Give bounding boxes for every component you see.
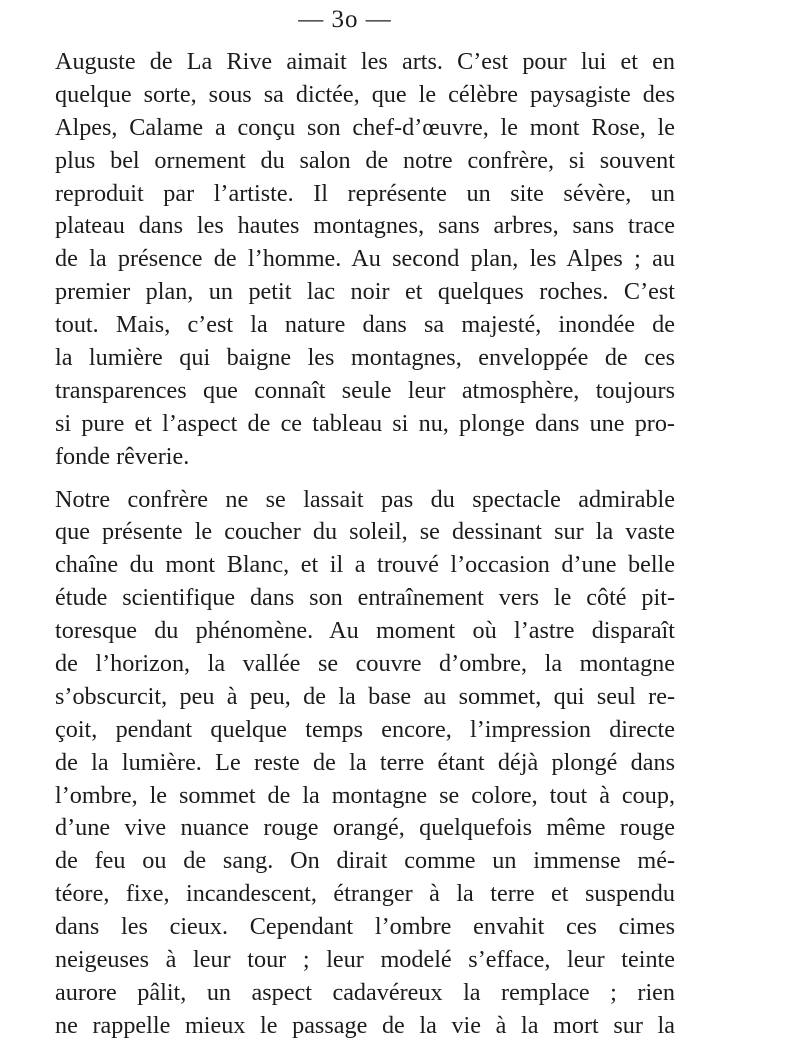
text-line: de la présence de l’homme. Au second plan, les Alpes ; au	[55, 245, 675, 273]
text-line: téore, fixe, incandescent, étranger à la terre et suspendu	[55, 880, 675, 908]
text-line: transparences que connaît seule leur atmosphère, toujours	[55, 376, 675, 404]
text-line: de l’horizon, la vallée se couvre d’ombre, la montagne	[55, 650, 675, 678]
paragraph-gap	[55, 474, 675, 484]
text-line: tout. Mais, c’est la nature dans sa majesté, inondée de	[55, 311, 675, 339]
text-line: si pure et l’aspect de ce tableau si nu, plonge dans une pro-	[55, 409, 675, 437]
text-line: de feu ou de sang. On dirait comme un immense mé-	[55, 847, 675, 875]
text-line: neigeuses à leur tour ; leur modelé s’efface, leur teinte	[55, 946, 675, 974]
text-line: dans les cieux. Cependant l’ombre envahit ces cimes	[55, 913, 675, 941]
body-text	[55, 46, 675, 1043]
text-line: l’ombre, le sommet de la montagne se colore, tout à coup,	[55, 781, 675, 809]
text-line: d’une vive nuance rouge orangé, quelquefois même rouge	[55, 814, 675, 842]
text-line: reproduit par l’artiste. Il représente un site sévère, un	[55, 179, 675, 207]
paragraph-1	[55, 46, 675, 474]
text-line: que présente le coucher du soleil, se dessinant sur la vaste	[55, 518, 675, 546]
text-line: plateau dans les hautes montagnes, sans arbres, sans trace	[55, 212, 675, 240]
text-line: étude scientifique dans son entraînement vers le côté pit-	[55, 584, 675, 612]
text-line: çoit, pendant quelque temps encore, l’impression directe	[55, 715, 675, 743]
paragraph-2	[55, 484, 675, 1043]
text-line: Auguste de La Rive aimait les arts. C’est pour lui et en	[55, 48, 675, 75]
text-line: quelque sorte, sous sa dictée, que le célèbre paysagiste des	[55, 80, 675, 108]
text-line: plus bel ornement du salon de notre confrère, si souvent	[55, 146, 675, 174]
text-line: premier plan, un petit lac noir et quelques roches. C’est	[55, 278, 675, 306]
text-line: de la lumière. Le reste de la terre étant déjà plongé dans	[55, 748, 675, 776]
text-line: aurore pâlit, un aspect cadavéreux la remplace ; rien	[55, 978, 675, 1006]
text-line: ne rappelle mieux le passage de la vie à la mort sur la	[55, 1011, 675, 1039]
text-line: s’obscurcit, peu à peu, de la base au sommet, qui seul re-	[55, 682, 675, 710]
text-line: la lumière qui baigne les montagnes, enveloppée de ces	[55, 344, 675, 372]
text-line: toresque du phénomène. Au moment où l’astre disparaît	[55, 617, 675, 645]
text-line: Alpes, Calame a conçu son chef-d’œuvre, le mont Rose, le	[55, 113, 675, 141]
text-line: Notre confrère ne se lassait pas du spectacle admirable	[55, 485, 675, 513]
text-line: chaîne du mont Blanc, et il a trouvé l’occasion d’une belle	[55, 551, 675, 579]
page-number: — 3o —	[298, 6, 392, 33]
text-line: fonde rêverie.	[55, 442, 190, 470]
